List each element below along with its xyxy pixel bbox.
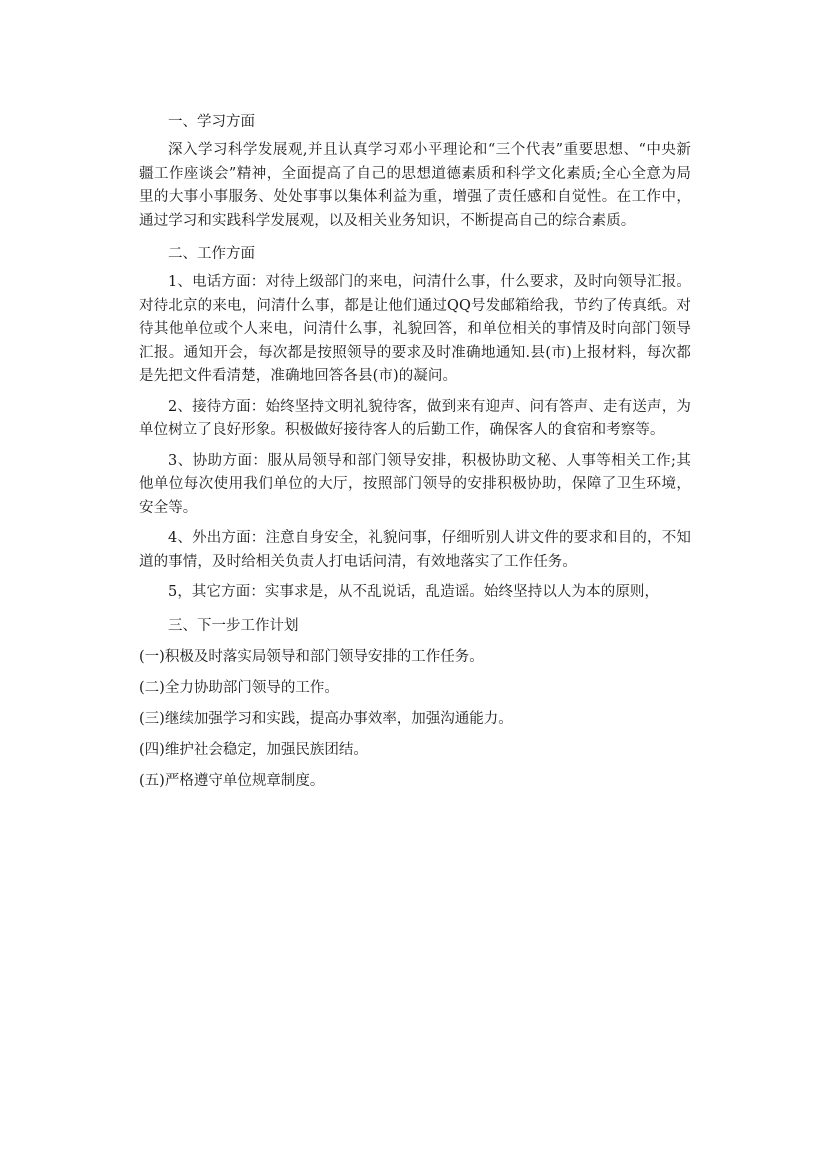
section-heading-study: 一、学习方面: [168, 114, 255, 130]
plan-item-4: (四)维护社会稳定，加强民族团结。: [139, 741, 368, 758]
work-item-phone: 1、电话方面：对待上级部门的来电，问清什么事，什么要求，及时向领导汇报。对待北京的来电，问清什么事，都是让他们通过QQ号发邮箱给我，节约了传真纸。对待其他单位或个人来电，问清什么事，礼貌回答，和单位相关的事情及时向部门领导汇报。通知开会，每次都是按照领导的要求及时准确地通知.县(市)上报材料，每次都是先把文件看清楚，准确地回答各县(市)的凝问。: [139, 274, 691, 384]
work-item-outing: 4、外出方面：注意自身安全，礼貌问事，仔细听别人讲文件的要求和目的，不知道的事情，及时给相关负责人打电话问清，有效地落实了工作任务。: [139, 530, 691, 570]
section-heading-work: 二、工作方面: [168, 246, 255, 262]
plan-item-2: (二)全力协助部门领导的工作。: [139, 679, 339, 696]
plan-item-5: (五)严格遵守单位规章制度。: [139, 772, 325, 789]
work-item-other: 5，其它方面：实事求是，从不乱说话，乱造谣。始终坚持以人为本的原则，: [168, 584, 660, 600]
document-page: [139, 108, 691, 798]
work-item-reception: 2、接待方面：始终坚持文明礼貌待客，做到来有迎声、问有答声、走有送声，为单位树立了良好形象。积极做好接待客人的后勤工作，确保客人的食宿和考察等。: [139, 398, 691, 438]
work-item-assist: 3、协助方面：服从局领导和部门领导安排，积极协助文秘、人事等相关工作;其他单位每次使用我们单位的大厅，按照部门领导的安排积极协助，保障了卫生环境，安全等。: [139, 452, 691, 516]
plan-item-1: (一)积极及时落实局领导和部门领导安排的工作任务。: [139, 648, 484, 665]
section-heading-plan: 三、下一步工作计划: [168, 617, 299, 634]
plan-item-3: (三)继续加强学习和实践，提高办事效率，加强沟通能力。: [139, 710, 513, 727]
study-paragraph: 深入学习科学发展观,并且认真学习邓小平理论和“三个代表”重要思想、“中央新疆工作座谈会”精神，全面提高了自己的思想道德素质和科学文化素质;全心全意为局里的大事小事服务、处处事事以集体利益为重，增强了责任感和自觉性。在工作中，通过学习和实践科学发展观，以及相关业务知识，不断提高自己的综合素质。: [139, 142, 691, 229]
